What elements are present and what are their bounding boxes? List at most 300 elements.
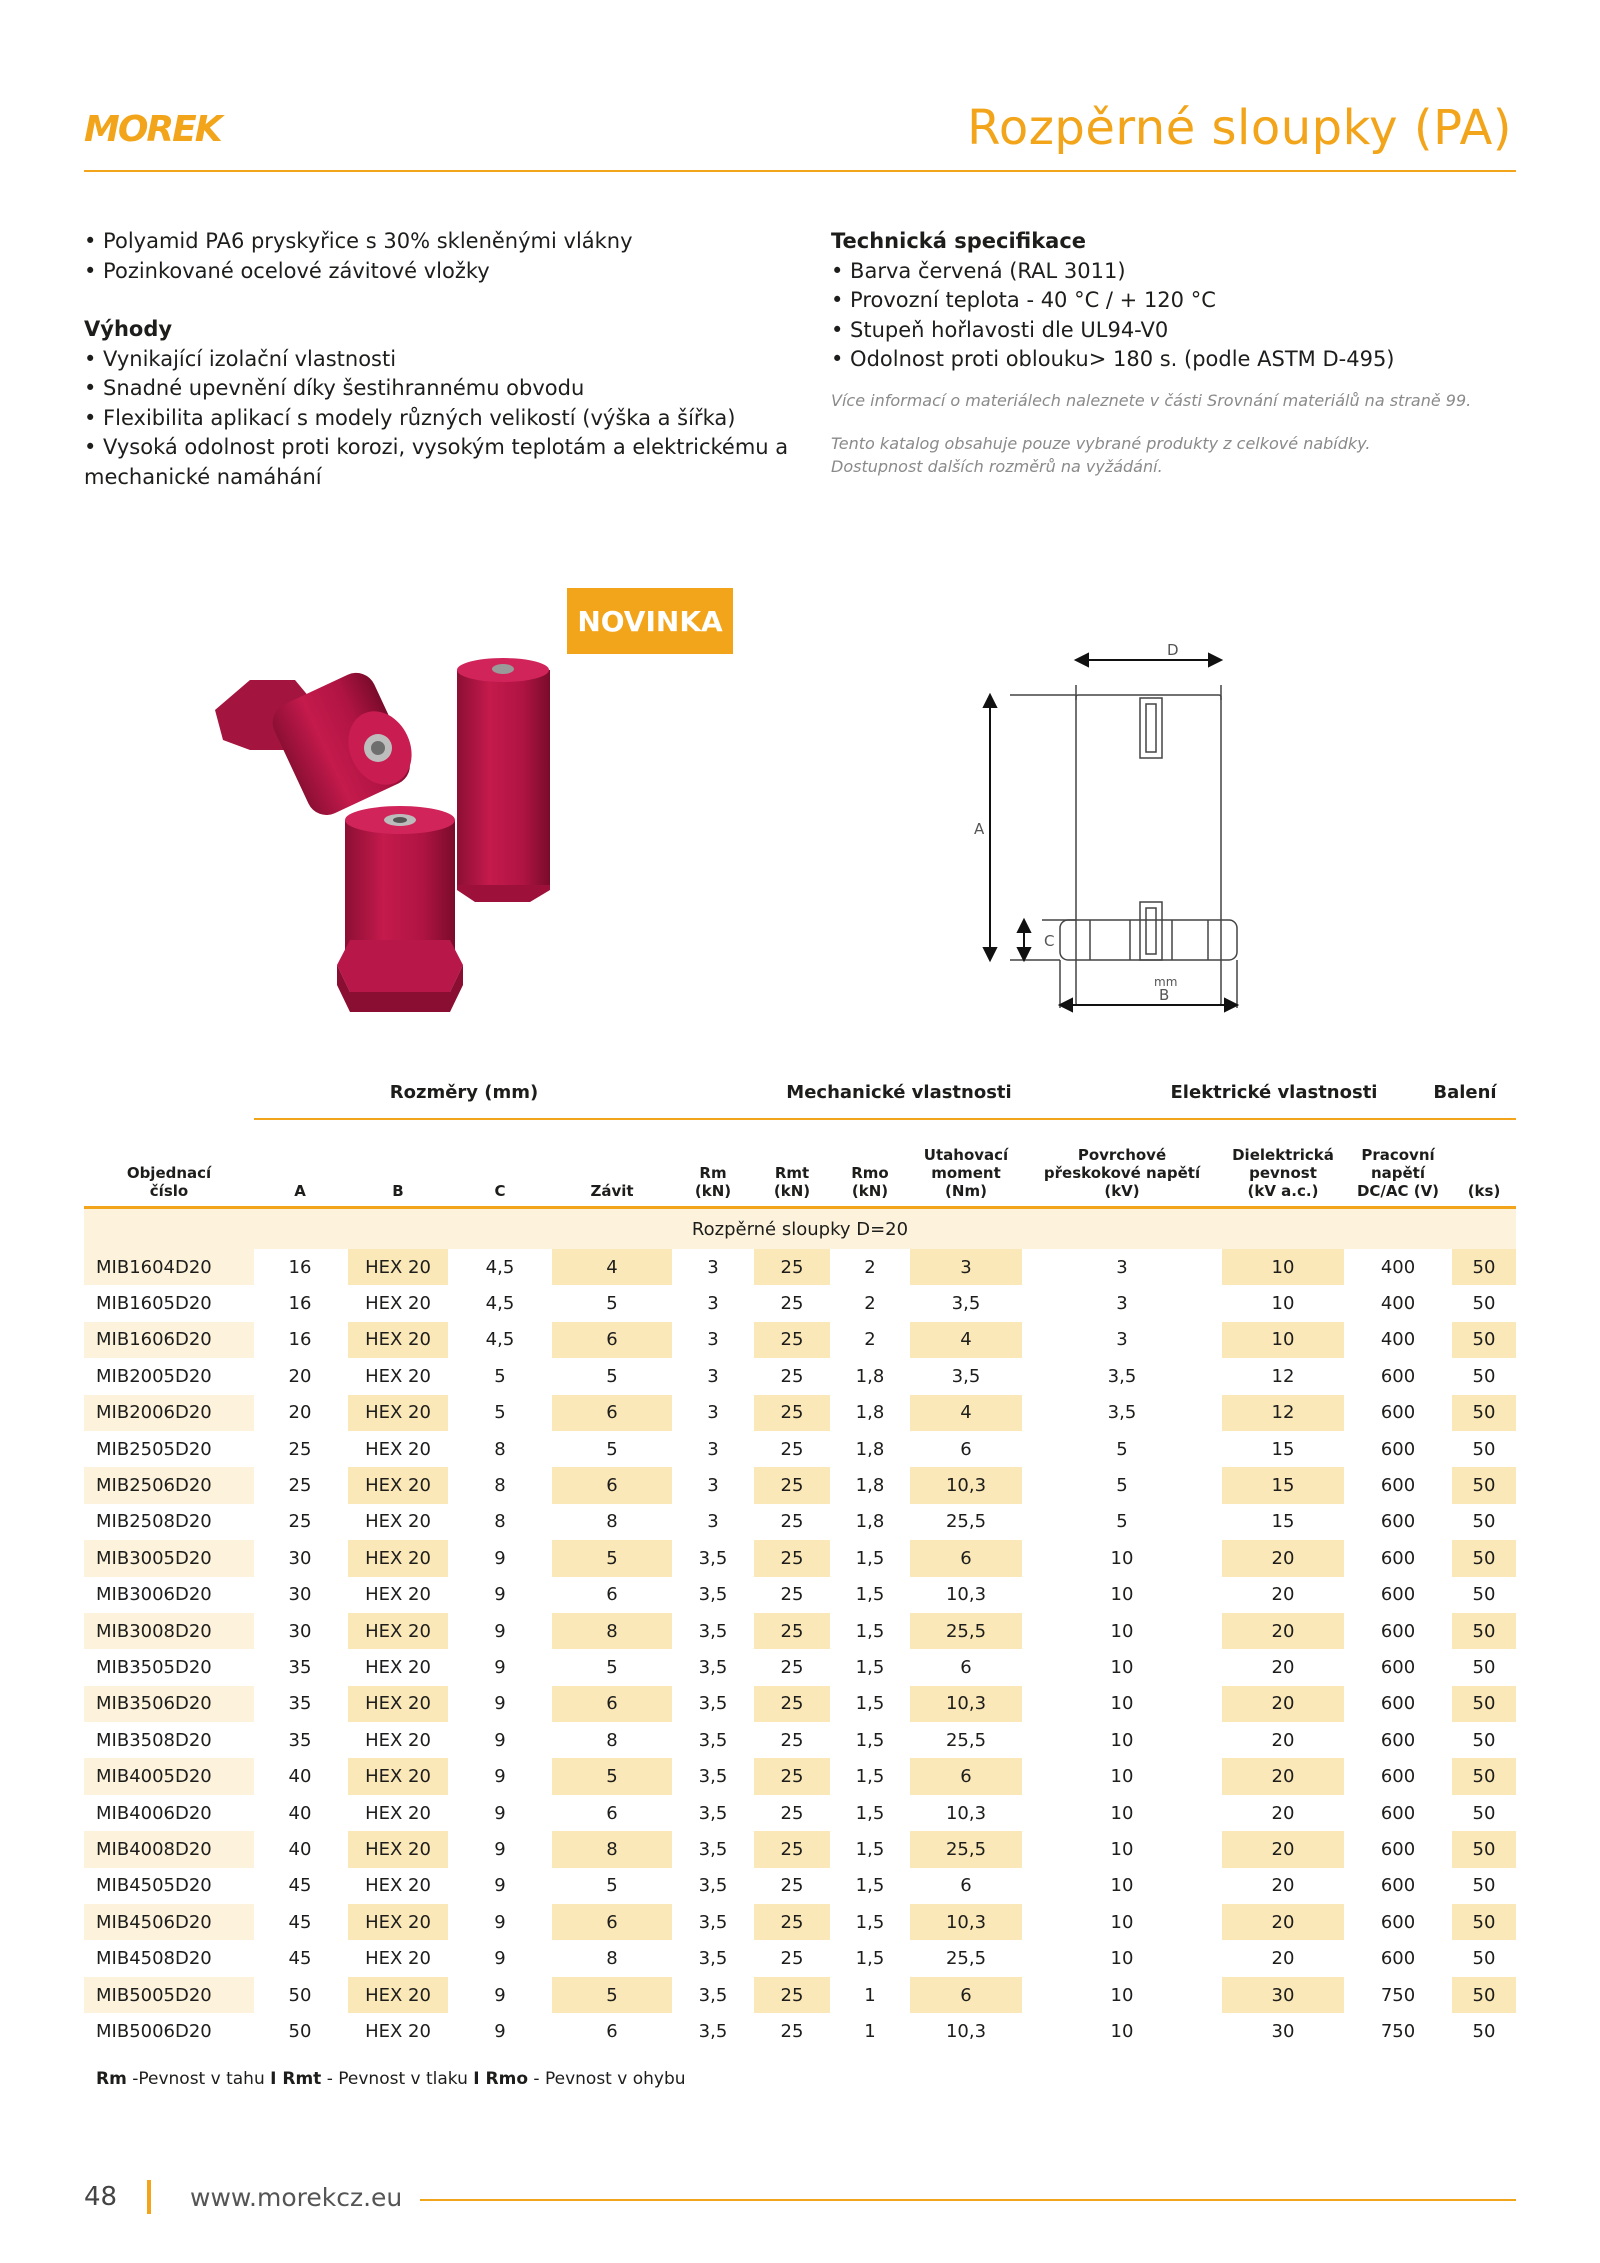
table-row [84, 1613, 1516, 1649]
cell-diel: 12 [1222, 1358, 1344, 1394]
availability-note: Dostupnost dalších rozměrů na vyžádání. [831, 456, 1163, 476]
cell-torque: 10,3 [910, 1686, 1022, 1722]
cell-rmt: 25 [754, 1940, 830, 1976]
cell-work: 600 [1380, 1693, 1416, 1715]
cell-a: 30 [288, 1584, 312, 1606]
cell-a: 20 [288, 1402, 312, 1424]
cell-work: 600 [1380, 1766, 1416, 1788]
cell-flash: 10 [1110, 1948, 1134, 1970]
cell-flash: 5 [1116, 1475, 1128, 1497]
cell-rmt: 25 [754, 2013, 830, 2049]
intro-right [831, 227, 1521, 478]
cell-thread: 8 [552, 1940, 672, 1976]
materials-note: Více informací o materiálech naleznete v části Srovnání materiálů na straně 99. [831, 390, 1472, 410]
dim-label-c: C [1044, 932, 1055, 950]
cell-b: HEX 20 [348, 1613, 448, 1649]
cell-pcs: 50 [1452, 1577, 1516, 1613]
cell-work: 400 [1380, 1293, 1416, 1315]
cell-diel: 20 [1222, 1795, 1344, 1831]
spec-bullet: • Stupeň hořlavosti dle UL94-V0 [831, 317, 1169, 342]
cell-torque: 6 [910, 1540, 1022, 1576]
table-row [84, 1540, 1516, 1576]
cell-flash: 3,5 [1107, 1402, 1137, 1424]
cell-diel: 20 [1222, 1758, 1344, 1794]
cell-rmo: 1,5 [855, 1620, 885, 1642]
cell-rm: 3 [707, 1256, 719, 1278]
cell-torque: 10,3 [910, 1577, 1022, 1613]
product-photo [195, 640, 615, 1060]
cell-pcs: 50 [1452, 1686, 1516, 1722]
table-row [84, 1322, 1516, 1358]
cell-c: 8 [494, 1511, 506, 1533]
cell-rmt: 25 [754, 1431, 830, 1467]
column-header-flash: Povrchové přeskokové napětí (kV) [1043, 1146, 1201, 1200]
cell-c: 9 [494, 1693, 506, 1715]
cell-code: MIB1606D20 [84, 1322, 254, 1358]
cell-torque: 25,5 [910, 1831, 1022, 1867]
cell-rmo: 2 [864, 1329, 876, 1351]
cell-pcs: 50 [1452, 2013, 1516, 2049]
cell-thread: 6 [552, 1467, 672, 1503]
cell-rm: 3 [707, 1293, 719, 1315]
cell-torque: 25,5 [910, 1940, 1022, 1976]
cell-pcs: 50 [1452, 1285, 1516, 1321]
cell-diel: 20 [1222, 1613, 1344, 1649]
table-row [84, 1577, 1516, 1613]
advantage-bullet: • Vysoká odolnost proti korozi, vysokým teplotám a elektrickému a mechanické namáhání [84, 435, 789, 489]
cell-pcs: 50 [1452, 1322, 1516, 1358]
cell-diel: 15 [1222, 1467, 1344, 1503]
cell-diel: 10 [1222, 1249, 1344, 1285]
cell-a: 35 [288, 1656, 312, 1678]
cell-rmt: 25 [754, 1904, 830, 1940]
cell-rmo: 1,5 [855, 1802, 885, 1824]
cell-diel: 30 [1222, 1977, 1344, 2013]
cell-code: MIB3008D20 [84, 1613, 254, 1649]
cell-rm: 3,5 [698, 1838, 728, 1860]
spec-bullet: • Provozní teplota - 40 °C / + 120 °C [831, 288, 1216, 312]
cell-flash: 10 [1110, 1620, 1134, 1642]
cell-b: HEX 20 [348, 1686, 448, 1722]
legend-separator: I [473, 2069, 480, 2089]
cell-code: MIB3006D20 [96, 1584, 212, 1606]
cell-a: 40 [288, 1802, 312, 1824]
cell-code: MIB3005D20 [84, 1540, 254, 1576]
section-title: Rozpěrné sloupky D=20 [84, 1209, 1516, 1249]
cell-b: HEX 20 [348, 1358, 448, 1394]
cell-rmt: 25 [754, 1758, 830, 1794]
cell-pcs: 50 [1452, 1467, 1516, 1503]
footer-separator [147, 2180, 151, 2214]
cell-flash: 10 [1110, 1656, 1134, 1678]
cell-code: MIB5006D20 [96, 2020, 212, 2042]
cell-rmt: 25 [754, 1613, 830, 1649]
cell-b: HEX 20 [348, 2013, 448, 2049]
cell-thread: 6 [552, 1322, 672, 1358]
advantage-bullet: • Snadné upevnění díky šestihrannému obvodu [84, 376, 585, 400]
cell-thread: 6 [552, 1395, 672, 1431]
cell-b: HEX 20 [348, 1285, 448, 1321]
cell-code: MIB4005D20 [84, 1758, 254, 1794]
cell-thread: 5 [552, 1540, 672, 1576]
cell-rmo: 1,5 [855, 1729, 885, 1751]
table-row [84, 1904, 1516, 1940]
cell-pcs: 50 [1452, 1395, 1516, 1431]
cell-pcs: 50 [1452, 1431, 1516, 1467]
cell-work: 600 [1380, 1656, 1416, 1678]
cell-a: 16 [288, 1256, 312, 1278]
cell-flash: 10 [1110, 2020, 1134, 2042]
cell-rm: 3,5 [698, 1547, 728, 1569]
cell-work: 600 [1380, 1729, 1416, 1751]
cell-a: 20 [288, 1365, 312, 1387]
cell-torque: 10,3 [910, 1904, 1022, 1940]
group-electrical: Elektrické vlastnosti [1170, 1082, 1378, 1103]
cell-work: 750 [1380, 2020, 1416, 2042]
page-number: 48 [84, 2182, 118, 2212]
cell-thread: 5 [552, 1649, 672, 1685]
cell-rmt: 25 [754, 1649, 830, 1685]
cell-code: MIB1604D20 [84, 1249, 254, 1285]
cell-rmo: 1,5 [855, 1875, 885, 1897]
group-packing: Balení [1433, 1082, 1497, 1103]
cell-work: 600 [1380, 1438, 1416, 1460]
cell-b: HEX 20 [348, 1977, 448, 2013]
table-row [84, 1649, 1516, 1685]
cell-a: 40 [288, 1838, 312, 1860]
cell-c: 9 [494, 1875, 506, 1897]
cell-flash: 10 [1110, 1875, 1134, 1897]
cell-rm: 3,5 [698, 1802, 728, 1824]
cell-rmt: 25 [754, 1504, 830, 1540]
cell-work: 600 [1380, 1875, 1416, 1897]
cell-work: 400 [1380, 1329, 1416, 1351]
cell-rm: 3 [707, 1511, 719, 1533]
cell-work: 600 [1380, 1511, 1416, 1533]
column-header-thread: Závit [590, 1182, 634, 1200]
cell-rmt: 25 [754, 1467, 830, 1503]
cell-work: 600 [1380, 1948, 1416, 1970]
cell-rm: 3 [707, 1475, 719, 1497]
cell-rmo: 1,5 [855, 1584, 885, 1606]
cell-code: MIB5005D20 [84, 1977, 254, 2013]
cell-torque: 6 [910, 1758, 1022, 1794]
dim-label-b: B [1159, 986, 1170, 1004]
cell-b: HEX 20 [348, 1940, 448, 1976]
table-row [84, 1722, 1516, 1758]
cell-c: 4,5 [485, 1293, 515, 1315]
legend-rmt-text: - Pevnost v tlaku [321, 2069, 474, 2089]
cell-c: 9 [494, 1620, 506, 1642]
cell-code: MIB3508D20 [96, 1729, 212, 1751]
cell-rmt: 25 [754, 1322, 830, 1358]
cell-rmo: 1 [864, 2020, 876, 2042]
cell-code: MIB3506D20 [84, 1686, 254, 1722]
cell-a: 25 [288, 1475, 312, 1497]
cell-c: 9 [494, 1547, 506, 1569]
cell-diel: 12 [1222, 1395, 1344, 1431]
cell-c: 8 [494, 1475, 506, 1497]
cell-diel: 20 [1222, 1868, 1344, 1904]
cell-torque: 6 [910, 1649, 1022, 1685]
advantages-heading: Výhody [84, 317, 173, 341]
legend-rmt: Rmt [276, 2069, 322, 2089]
novinka-badge: NOVINKA [567, 588, 733, 654]
cell-pcs: 50 [1452, 1649, 1516, 1685]
column-header-torque: Utahovací moment (Nm) [923, 1146, 1009, 1200]
cell-b: HEX 20 [348, 1649, 448, 1685]
cell-flash: 10 [1110, 1693, 1134, 1715]
cell-torque: 4 [910, 1395, 1022, 1431]
spacer-short [337, 806, 463, 1012]
cell-diel: 10 [1222, 1285, 1344, 1321]
cell-a: 16 [288, 1293, 312, 1315]
cell-thread: 5 [552, 1868, 672, 1904]
cell-b: HEX 20 [348, 1795, 448, 1831]
cell-flash: 3,5 [1107, 1365, 1137, 1387]
cell-rm: 3,5 [698, 1656, 728, 1678]
cell-thread: 5 [552, 1431, 672, 1467]
cell-work: 600 [1380, 1547, 1416, 1569]
cell-code: MIB4008D20 [84, 1831, 254, 1867]
cell-flash: 10 [1110, 1802, 1134, 1824]
website-link[interactable]: www.morekcz.eu [190, 2183, 403, 2212]
cell-diel: 15 [1222, 1431, 1344, 1467]
cell-pcs: 50 [1452, 1904, 1516, 1940]
cell-c: 4,5 [485, 1329, 515, 1351]
cell-c: 9 [494, 1729, 506, 1751]
group-divider [254, 1118, 1516, 1120]
table-row [84, 1795, 1516, 1831]
cell-rmt: 25 [754, 1395, 830, 1431]
cell-thread: 6 [552, 1904, 672, 1940]
cell-c: 9 [494, 1984, 506, 2006]
cell-work: 600 [1380, 1402, 1416, 1424]
table-row [84, 1686, 1516, 1722]
column-header-pcs: (ks) [1467, 1182, 1501, 1200]
cell-b: HEX 20 [348, 1868, 448, 1904]
cell-flash: 10 [1110, 1729, 1134, 1751]
cell-thread: 5 [552, 1285, 672, 1321]
cell-rm: 3,5 [698, 1984, 728, 2006]
cell-rmo: 1,8 [855, 1402, 885, 1424]
cell-diel: 20 [1222, 1686, 1344, 1722]
column-header-work: Pracovní napětí DC/AC (V) [1356, 1146, 1440, 1200]
table-row [84, 1431, 1516, 1467]
dim-label-d: D [1167, 641, 1179, 659]
cell-b: HEX 20 [348, 1577, 448, 1613]
cell-flash: 10 [1110, 1984, 1134, 2006]
cell-thread: 6 [552, 1795, 672, 1831]
column-header-diel: Dielektrická pevnost (kV a.c.) [1232, 1146, 1334, 1200]
cell-rmt: 25 [754, 1577, 830, 1613]
cell-torque: 6 [910, 1431, 1022, 1467]
cell-rmo: 1,8 [855, 1511, 885, 1533]
cell-work: 600 [1380, 1475, 1416, 1497]
cell-diel: 20 [1222, 1649, 1344, 1685]
cell-diel: 20 [1222, 1904, 1344, 1940]
table-row [84, 1285, 1516, 1321]
legend-rmo-text: - Pevnost v ohybu [528, 2069, 686, 2089]
cell-c: 4,5 [485, 1256, 515, 1278]
cell-thread: 8 [552, 1504, 672, 1540]
cell-thread: 6 [552, 2013, 672, 2049]
cell-a: 35 [288, 1693, 312, 1715]
cell-work: 600 [1380, 1911, 1416, 1933]
cell-rm: 3 [707, 1365, 719, 1387]
cell-pcs: 50 [1452, 1613, 1516, 1649]
cell-b: HEX 20 [348, 1722, 448, 1758]
cell-work: 600 [1380, 1838, 1416, 1860]
cell-rmo: 1,5 [855, 1911, 885, 1933]
cell-rmo: 1,8 [855, 1475, 885, 1497]
cell-rm: 3,5 [698, 1584, 728, 1606]
dim-unit: mm [1154, 975, 1178, 989]
column-header-a: A [294, 1182, 306, 1200]
cell-rmo: 1,5 [855, 1948, 885, 1970]
legend-separator: I [270, 2069, 277, 2089]
cell-b: HEX 20 [348, 1758, 448, 1794]
cell-b: HEX 20 [348, 1831, 448, 1867]
cell-flash: 10 [1110, 1547, 1134, 1569]
cell-thread: 8 [552, 1613, 672, 1649]
cell-torque: 6 [910, 1868, 1022, 1904]
cell-a: 45 [288, 1948, 312, 1970]
cell-flash: 3 [1116, 1293, 1128, 1315]
cell-rmo: 1,8 [855, 1438, 885, 1460]
cell-code: MIB2506D20 [84, 1467, 254, 1503]
cell-rm: 3,5 [698, 1911, 728, 1933]
table-body [84, 1249, 1516, 2050]
cell-torque: 3 [910, 1249, 1022, 1285]
table-legend [96, 2069, 686, 2089]
spec-bullet: • Barva červená (RAL 3011) [831, 258, 1126, 283]
spec-bullet: • Odolnost proti oblouku> 180 s. (podle ASTM D-495) [831, 347, 1395, 371]
cell-flash: 3 [1116, 1256, 1128, 1278]
cell-rmt: 25 [754, 1686, 830, 1722]
dim-label-a: A [974, 820, 985, 838]
material-bullet: • Pozinkované ocelové závitové vložky [84, 258, 490, 283]
cell-b: HEX 20 [348, 1904, 448, 1940]
cell-torque: 10,3 [910, 2013, 1022, 2049]
cell-thread: 8 [552, 1831, 672, 1867]
table-row [84, 1395, 1516, 1431]
cell-rmt: 25 [754, 1540, 830, 1576]
cell-code: MIB4505D20 [96, 1875, 212, 1897]
cell-c: 9 [494, 1802, 506, 1824]
cell-torque: 25,5 [910, 1722, 1022, 1758]
header-divider [84, 170, 1516, 172]
cell-b: HEX 20 [348, 1249, 448, 1285]
dimension-drawing [960, 630, 1300, 1030]
cell-pcs: 50 [1452, 1758, 1516, 1794]
cell-code: MIB4506D20 [84, 1904, 254, 1940]
spacer-tall [457, 658, 550, 902]
cell-code: MIB2505D20 [96, 1438, 212, 1460]
cell-torque: 3,5 [910, 1285, 1022, 1321]
cell-rmt: 25 [754, 1795, 830, 1831]
cell-pcs: 50 [1452, 1868, 1516, 1904]
cell-rmo: 1 [864, 1984, 876, 2006]
cell-a: 16 [288, 1329, 312, 1351]
cell-diel: 15 [1222, 1504, 1344, 1540]
cell-a: 45 [288, 1875, 312, 1897]
cell-a: 25 [288, 1511, 312, 1533]
cell-work: 600 [1380, 1620, 1416, 1642]
group-dimensions: Rozměry (mm) [389, 1082, 539, 1103]
cell-pcs: 50 [1452, 1249, 1516, 1285]
cell-flash: 5 [1116, 1438, 1128, 1460]
cell-c: 9 [494, 1584, 506, 1606]
cell-flash: 10 [1110, 1911, 1134, 1933]
cell-rmo: 2 [864, 1293, 876, 1315]
cell-rmt: 25 [754, 1868, 830, 1904]
cell-work: 600 [1380, 1584, 1416, 1606]
cell-torque: 10,3 [910, 1795, 1022, 1831]
cell-code: MIB1605D20 [96, 1293, 212, 1315]
cell-rmt: 25 [754, 1722, 830, 1758]
cell-flash: 10 [1110, 1584, 1134, 1606]
advantage-bullet: • Vynikající izolační vlastnosti [84, 346, 397, 371]
cell-flash: 10 [1110, 1838, 1134, 1860]
cell-code: MIB2508D20 [96, 1511, 212, 1533]
cell-rm: 3,5 [698, 1766, 728, 1788]
table-row [84, 1467, 1516, 1503]
cell-rm: 3,5 [698, 1693, 728, 1715]
cell-diel: 20 [1222, 1722, 1344, 1758]
column-header-b: B [392, 1182, 404, 1200]
cell-diel: 20 [1222, 1577, 1344, 1613]
cell-thread: 5 [552, 1358, 672, 1394]
cell-rmo: 1,5 [855, 1656, 885, 1678]
cell-a: 30 [288, 1620, 312, 1642]
cell-b: HEX 20 [348, 1504, 448, 1540]
cell-diel: 10 [1222, 1322, 1344, 1358]
cell-rmo: 2 [864, 1256, 876, 1278]
group-mechanical: Mechanické vlastnosti [786, 1082, 1012, 1103]
cell-rm: 3,5 [698, 2020, 728, 2042]
cell-pcs: 50 [1452, 1795, 1516, 1831]
cell-diel: 20 [1222, 1940, 1344, 1976]
legend-rm-text: -Pevnost v tahu [126, 2069, 271, 2089]
cell-code: MIB4006D20 [96, 1802, 212, 1824]
cell-c: 9 [494, 1656, 506, 1678]
cell-work: 600 [1380, 1802, 1416, 1824]
table-row [84, 1831, 1516, 1867]
legend-rmo: Rmo [479, 2069, 529, 2089]
footer-divider [420, 2199, 1516, 2201]
advantage-bullet: • Flexibilita aplikací s modely různých velikostí (výška a šířka) [84, 405, 736, 430]
cell-work: 400 [1380, 1256, 1416, 1278]
cell-pcs: 50 [1452, 1358, 1516, 1394]
cell-rmo: 1,5 [855, 1693, 885, 1715]
cell-rmo: 1,5 [855, 1547, 885, 1569]
intro-left [84, 227, 814, 492]
cell-code: MIB2006D20 [84, 1395, 254, 1431]
table-row [84, 2013, 1516, 2049]
cell-rmt: 25 [754, 1831, 830, 1867]
cell-thread: 8 [552, 1722, 672, 1758]
column-header-rmt: Rmt (kN) [773, 1164, 811, 1200]
cell-pcs: 50 [1452, 1940, 1516, 1976]
cell-rmt: 25 [754, 1358, 830, 1394]
cell-b: HEX 20 [348, 1540, 448, 1576]
cell-code: MIB3505D20 [96, 1656, 212, 1678]
cell-rm: 3 [707, 1438, 719, 1460]
cell-a: 25 [288, 1438, 312, 1460]
table-row [84, 1758, 1516, 1794]
column-header-rm: Rm (kN) [694, 1164, 732, 1200]
